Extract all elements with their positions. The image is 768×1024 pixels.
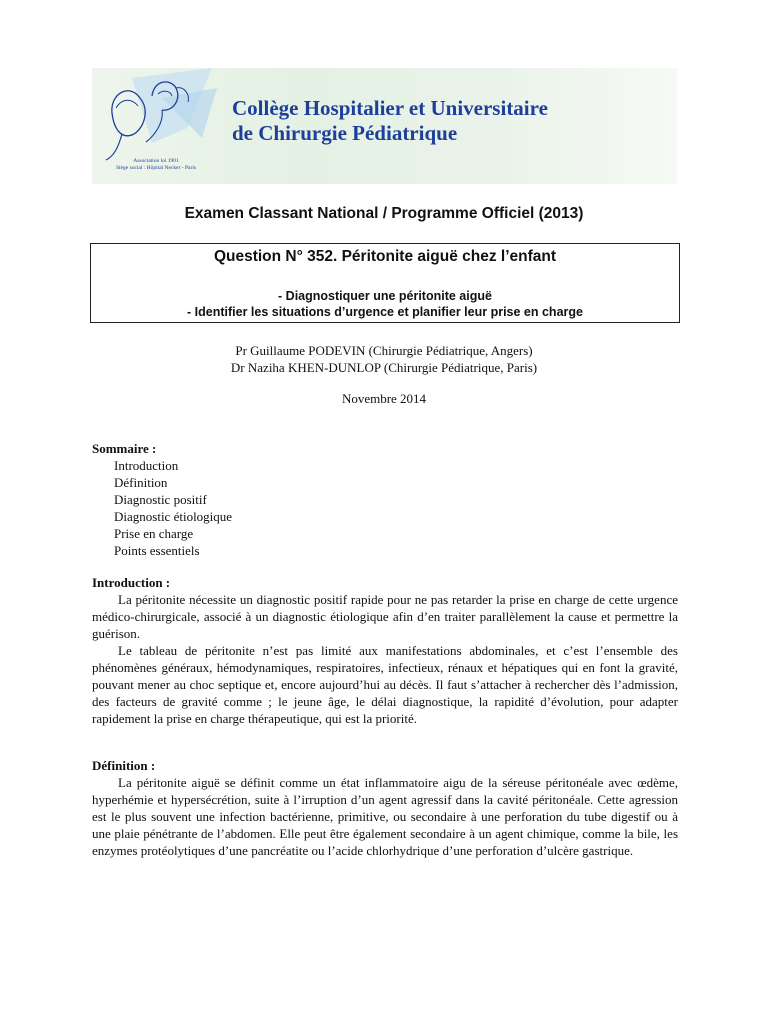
authors — [0, 342, 768, 376]
association-line: Siège social : Hôpital Necker - Paris — [115, 165, 197, 171]
association-line: Association loi 1901 — [133, 158, 179, 164]
institution-line: Collège Hospitalier et Universitaire — [232, 96, 548, 120]
paragraph: La péritonite nécessite un diagnostic positif rapide pour ne pas retarder la prise en charge de cette urgence médico-chirurgicale, associé à un diagnostic étiologique afin d’en traiter parallèlement la cause et permettre la guérison. — [92, 592, 678, 641]
toc-item: Introduction — [114, 458, 179, 473]
definition-section — [92, 757, 678, 859]
association-note — [106, 158, 206, 172]
question-objective: - Identifier les situations d’urgence et planifier leur prise en charge — [187, 305, 583, 319]
toc-heading: Sommaire : — [92, 441, 157, 456]
question-title: Question N° 352. Péritonite aiguë chez l’enfant — [213, 248, 557, 265]
toc-item: Prise en charge — [114, 526, 194, 541]
toc-item: Diagnostic étiologique — [114, 509, 233, 524]
author-line: Dr Naziha KHEN-DUNLOP (Chirurgie Pédiatrique, Paris) — [230, 360, 538, 375]
exam-title: Examen Classant National / Programme Officiel (2013) — [184, 205, 584, 222]
section-heading: Introduction : — [92, 575, 171, 590]
question-objective: - Diagnostiquer une péritonite aiguë — [278, 289, 492, 303]
header-banner — [92, 68, 677, 184]
publication-date: Novembre 2014 — [341, 391, 427, 406]
paragraph: La péritonite aiguë se définit comme un état inflammatoire aigu de la séreuse péritonéale avec œdème, hyperhémie et hypersécrétion, suite à l’irruption d’un agent agressif dans la cavité péritonéale. Cette agression est le plus souvent une infection bactérienne, primitive, ou secondaire à une perforation du tube digestif ou à une plaie pénétrante de l’abdomen. Elle peut être également secondaire à un agent chimique, comme la bile, les enzymes protéolytiques d’une pancréatite ou l’acide chlorhydrique d’une perforation d’ulcère gastrique. — [92, 775, 678, 858]
toc-item: Diagnostic positif — [114, 492, 207, 507]
introduction-section — [92, 574, 678, 727]
question-box — [90, 243, 680, 323]
toc-item: Points essentiels — [114, 543, 200, 558]
paragraph: Le tableau de péritonite n’est pas limité aux manifestations abdominales, et c’est l’ensemble des phénomènes généraux, hémodynamiques, respiratoires, infectieux, rénaux et hépatiques qui en font la gravité, pouvant mener au choc septique et, encore aujourd’hui au décès. Il faut s’attacher à rechercher dès l’admission, des facteurs de gravité comme ; le jeune âge, le délai diagnostique, la rapidité d’évolution, pour adapter rapidement la prise en charge thérapeutique, qui est la priorité. — [92, 643, 678, 726]
toc-item: Définition — [114, 475, 168, 490]
author-line: Pr Guillaume PODEVIN (Chirurgie Pédiatrique, Angers) — [235, 343, 533, 358]
institution-line: de Chirurgie Pédiatrique — [232, 121, 458, 145]
table-of-contents — [92, 440, 232, 559]
section-heading: Définition : — [92, 758, 156, 773]
institution-title — [232, 96, 548, 146]
